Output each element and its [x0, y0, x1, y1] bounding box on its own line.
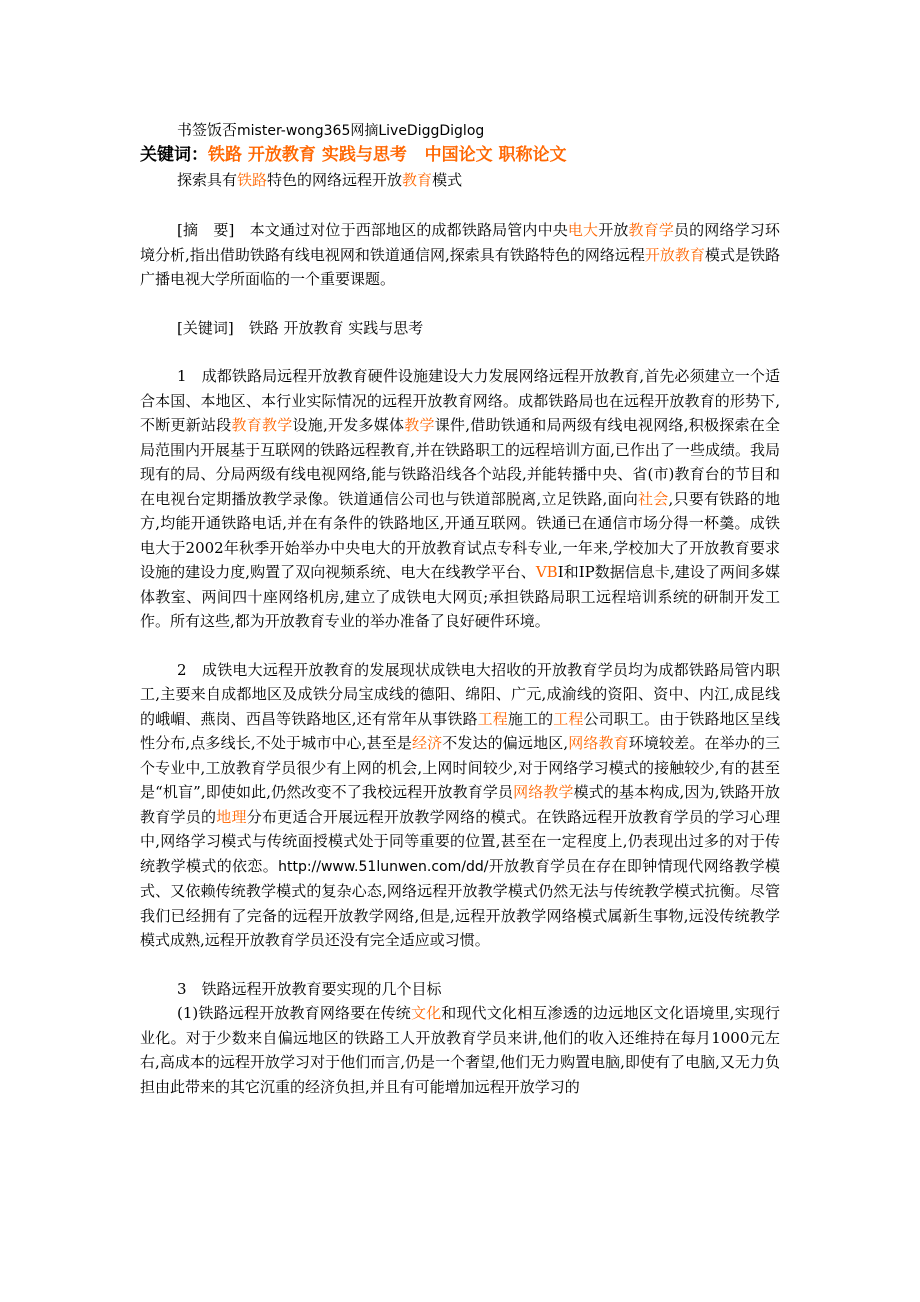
link-railway[interactable]: 铁路: [237, 171, 268, 189]
link-engineering-2[interactable]: 工程: [553, 709, 584, 728]
link-open-education[interactable]: 开放教育: [644, 245, 705, 264]
section-3-paragraph: (1)铁路远程开放教育网络要在传统文化和现代文化相互渗透的边远地区文化语境里,实现行业化。对于少数来自偏远地区的铁路工人开放教育学员来讲,他们的收入还维持在每月1000元左右,高成本的远程开放学习对于他们而言,仍是一个奢望,他们无力购置电脑,即使有了电脑,又无力负担由此带来的其它沉重的经济负担,并且有可能增加远程开放学习的: [140, 1004, 780, 1096]
keyword-link-railway[interactable]: 铁路: [208, 145, 242, 165]
section-2-paragraph: 2 成铁电大远程开放教育的发展现状成铁电大招收的开放教育学员均为成都铁路局管内职工,主要来自成都地区及成铁分局宝成线的德阳、绵阳、广元,成渝线的资阳、资中、内江,成昆线的峨嵋、燕岗、西昌等铁路地区,还有常年从事铁路工程施工的工程公司职工。由于铁路地区呈线性分布,点多线长,不处于城市中心,甚至是经济不发达的偏远地区,网络教育环境较差。在举办的三个专业中,工放教育学员很少有上网的机会,上网时间较少,对于网络学习模式的接触较少,有的甚至是“机盲”,即使如此,仍然改变不了我校远程开放教育学员网络教学模式的基本构成,因为,铁路开放教育学员的地理分布更适合开展远程开放教学网络的模式。在铁路远程开放教育学员的学习心理中,网络学习模式与传统面授模式处于同等重要的位置,甚至在一定程度上,仍表现出过多的对于传统教学模式的依恋。http://www.51lunwen.com/dd/开放教育学员在存在即钟情现代网络教学模式、又依赖传统教学模式的复杂心态,网络远程开放教学模式仍然无法与传统教学模式抗衡。尽管我们已经拥有了完备的远程开放教学网络,但是,远程开放教学网络模式属新生事物,远没传统教学模式成熟,远程开放教育学员还没有完全适应或习惯。: [140, 660, 780, 949]
link-network-education[interactable]: 网络教育: [568, 734, 629, 752]
link-teaching[interactable]: 教学: [404, 416, 435, 434]
section-3-heading: 3 铁路远程开放教育要实现的几个目标: [177, 979, 442, 998]
link-engineering-1[interactable]: 工程: [477, 709, 508, 728]
link-culture[interactable]: 文化: [410, 1004, 442, 1022]
keywords-line: [关键词] 铁路 开放教育 实践与思考: [177, 318, 424, 337]
link-geography[interactable]: 地理: [216, 807, 247, 826]
link-society[interactable]: 社会: [637, 489, 669, 508]
link-education-teaching[interactable]: 教育教学: [231, 416, 293, 434]
bookmark-links: [140, 118, 780, 143]
keywords-bar: [140, 143, 780, 167]
link-vb[interactable]: VB: [535, 563, 558, 581]
bookmark-items[interactable]: mister-wong365网摘LiveDiggDiglog: [237, 123, 485, 139]
section-1-paragraph: 1 成都铁路局远程开放教育硬件设施建设大力发展网络远程开放教育,首先必须建立一个适合本国、本地区、本行业实际情况的远程开放教育网络。成都铁路局也在远程开放教育的形势下,不断更新站段教育教学设施,开发多媒体教学课件,借助铁通和局两级有线电视网络,积极探索在全局范围内开展基于互联网的铁路远程教育,并在铁路职工的远程培训方面,已作出了一些成绩。我局现有的局、分局两级有线电视网络,能与铁路沿线各个站段,并能转播中央、省(市)教育台的节目和在电视台定期播放教学录像。铁道通信公司也与铁道部脱离,立足铁路,面向社会,只要有铁路的地方,均能开通铁路电话,并在有条件的铁路地区,开通互联网。铁通已在通信市场分得一杯羹。成铁电大于2002年秋季开始举办中央电大的开放教育试点专科专业,一年来,学校加大了开放教育要求设施的建设力度,购置了双向视频系统、电大在线教学平台、VBI和IP数据信息卡,建设了两间多媒体教室、两间四十座网络机房,建立了成铁电大网页;承担铁路局职工远程培训系统的研制开发工作。所有这些,都为开放教育专业的举办准备了良好硬件环境。: [140, 367, 780, 630]
link-education[interactable]: 教育: [402, 171, 433, 189]
link-education-study[interactable]: 教育学: [628, 221, 674, 239]
keyword-link-title-thesis[interactable]: 职称论文: [498, 145, 567, 165]
link-network-teaching[interactable]: 网络教学: [513, 783, 574, 801]
link-economy[interactable]: 经济: [411, 734, 443, 752]
keywords-bar-label: 关键词：: [140, 145, 208, 165]
keyword-link-open-education[interactable]: 开放教育: [247, 145, 316, 165]
link-tvu[interactable]: 电大: [567, 221, 599, 239]
article-title: 探索具有铁路特色的网络远程开放教育模式: [177, 171, 463, 189]
abstract-paragraph: [摘 要] 本文通过对位于西部地区的成都铁路局管内中央电大开放教育学员的网络学习环境分析,指出借助铁路有线电视网和铁道通信网,探索具有铁路特色的网络远程开放教育模式是铁路广播电视大学所面临的一个重要课题。: [140, 221, 780, 288]
keyword-link-china-thesis[interactable]: 中国论文: [424, 145, 493, 165]
bookmark-prefix: 书签饭否: [177, 121, 238, 139]
document-page: [140, 118, 780, 1123]
source-url[interactable]: http://www.51lunwen.com/dd/: [278, 858, 489, 875]
keyword-link-practice[interactable]: 实践与思考: [321, 145, 407, 165]
